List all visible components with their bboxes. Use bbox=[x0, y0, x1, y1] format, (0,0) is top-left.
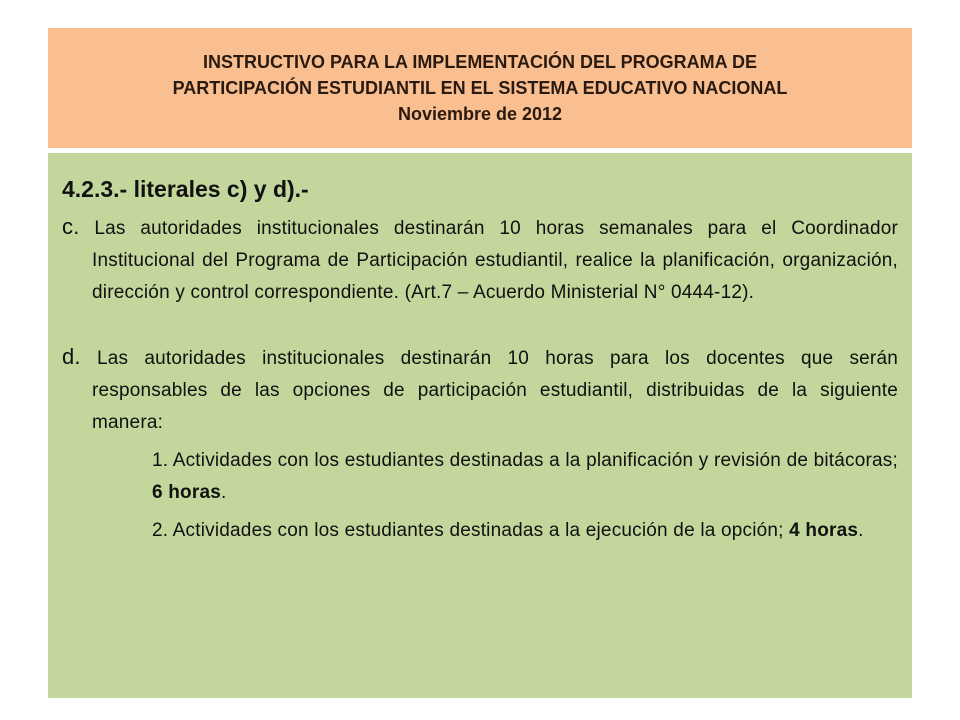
sub-item-1-hours: 6 horas bbox=[152, 482, 221, 503]
sub-item-2 bbox=[102, 515, 898, 547]
title-date: Noviembre de 2012 bbox=[397, 104, 563, 124]
sub-item-1 bbox=[102, 445, 898, 509]
item-d-text: Las autoridades institucionales destinarán 10 horas para los docentes que serán responsables de las opciones de participación estudiantil, distribuidas de la siguiente manera: bbox=[92, 348, 898, 433]
content-panel bbox=[48, 153, 912, 698]
item-c bbox=[62, 211, 898, 309]
item-c-marker: c. bbox=[62, 214, 80, 239]
sub-item-2-text: 2. Actividades con los estudiantes destinadas a la ejecución de la opción; bbox=[152, 520, 790, 541]
sub-item-2-hours: 4 horas bbox=[789, 520, 859, 541]
sub-item-1-text: 1. Actividades con los estudiantes destinadas a la planificación y revisión de bitácoras; bbox=[152, 450, 898, 471]
item-d bbox=[62, 341, 898, 439]
sub-item-2-end: . bbox=[858, 520, 864, 541]
item-c-text: Las autoridades institucionales destinarán 10 horas semanales para el Coordinador Institucional del Programa de Participación estudiantil, realice la planificación, organización, dirección y control correspondiente. (Art.7 – Acuerdo Ministerial N° 0444-12). bbox=[92, 218, 899, 303]
title-line-2: PARTICIPACIÓN ESTUDIANTIL EN EL SISTEMA EDUCATIVO NACIONAL bbox=[172, 78, 788, 98]
title-line-1: INSTRUCTIVO PARA LA IMPLEMENTACIÓN DEL PROGRAMA DE bbox=[202, 52, 757, 72]
sub-item-1-end: . bbox=[221, 482, 227, 503]
title-banner bbox=[48, 28, 912, 148]
item-d-marker: d. bbox=[62, 344, 81, 369]
section-heading: 4.2.3.- literales c) y d).- bbox=[62, 176, 309, 202]
